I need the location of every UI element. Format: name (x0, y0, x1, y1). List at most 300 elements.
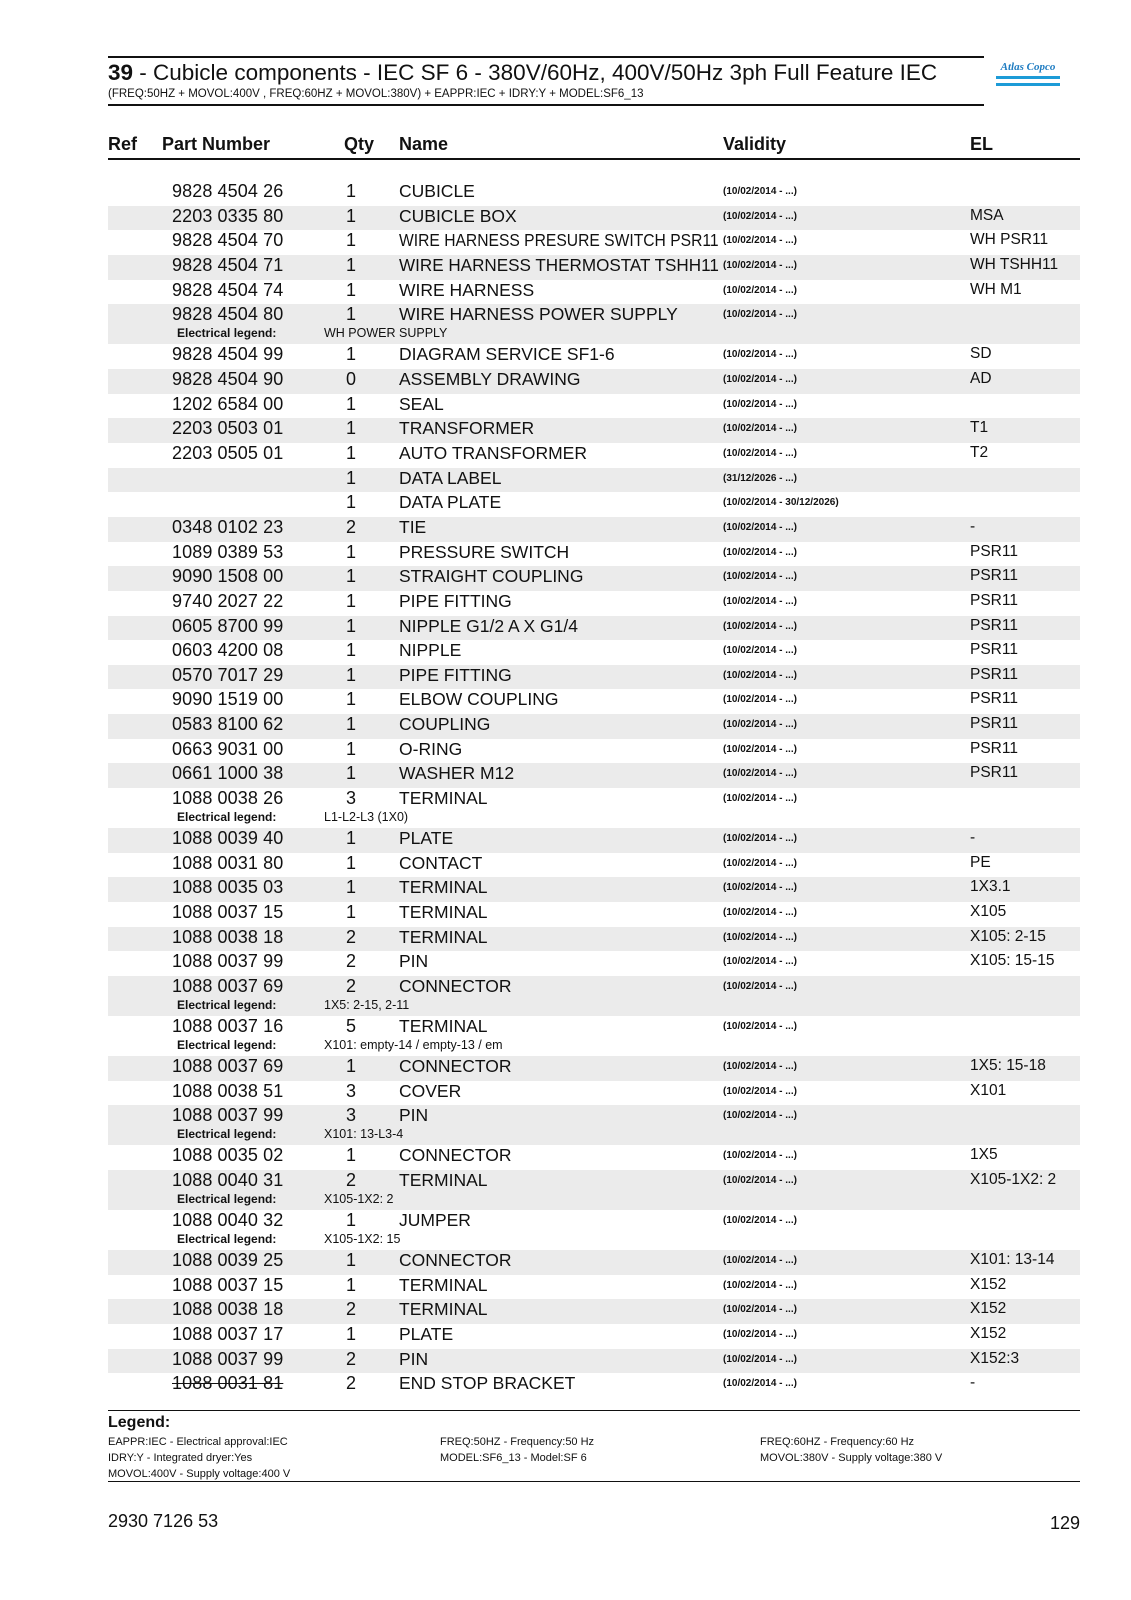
electrical-ref: PE (970, 853, 991, 871)
electrical-ref: AD (970, 369, 992, 387)
part-number: 1088 0038 18 (172, 926, 284, 947)
electrical-ref: X152:3 (970, 1349, 1020, 1367)
validity: (10/02/2014 - ...) (723, 1021, 797, 1033)
part-name: END STOP BRACKET (399, 1373, 576, 1394)
validity: (10/02/2014 - ...) (723, 284, 797, 296)
quantity: 1 (345, 442, 356, 463)
part-name: PLATE (399, 828, 454, 849)
part-name: WIRE HARNESS (399, 279, 535, 300)
quantity: 1 (345, 1250, 356, 1270)
validity: (10/02/2014 - ...) (723, 1255, 797, 1266)
part-number: 1088 0038 51 (172, 1080, 284, 1101)
header-top-rule (108, 56, 984, 58)
legend-column-2 (440, 1434, 594, 1466)
table-row (108, 877, 1080, 902)
table-row (108, 763, 1080, 788)
legend-entry: EAPPR:IEC - Electrical approval:IEC (108, 1436, 288, 1448)
electrical-ref: PSR11 (970, 542, 1018, 560)
part-name: TERMINAL (399, 1016, 488, 1037)
part-name: TERMINAL (399, 788, 488, 809)
quantity: 1 (345, 1056, 356, 1077)
validity: (10/02/2014 - ...) (723, 956, 797, 968)
electrical-ref: X152 (970, 1300, 1007, 1318)
validity: (10/02/2014 - ...) (723, 1175, 797, 1186)
quantity: 1 (345, 828, 356, 849)
electrical-ref: X105-1X2: 2 (970, 1171, 1057, 1188)
quantity: 1 (345, 304, 356, 325)
validity: (10/02/2014 - ...) (723, 907, 797, 919)
col-part-number: Part Number (162, 134, 271, 154)
table-row (108, 1056, 1080, 1081)
part-name: JUMPER (399, 1210, 471, 1230)
validity: (10/02/2014 - ...) (723, 694, 797, 706)
electrical-ref: PSR11 (970, 739, 1018, 757)
quantity: 1 (345, 877, 356, 898)
electrical-legend-value: X101: 13-L3-4 (324, 1127, 404, 1142)
part-number: 0348 0102 23 (172, 516, 284, 537)
col-qty: Qty (344, 134, 375, 154)
electrical-ref: X105: 2-15 (970, 927, 1046, 945)
table-row (108, 344, 1080, 369)
logo-bar-top (996, 76, 1060, 79)
validity: (10/02/2014 - ...) (723, 595, 797, 607)
validity: (10/02/2014 - ...) (723, 882, 797, 894)
quantity: 1 (345, 344, 356, 365)
electrical-legend-value: X105-1X2: 15 (324, 1232, 401, 1246)
part-name: TIE (399, 516, 427, 537)
electrical-ref: X105 (970, 903, 1007, 921)
quantity: 3 (345, 1105, 356, 1126)
quantity: 3 (345, 1080, 356, 1101)
part-name: TERMINAL (399, 877, 488, 898)
part-number: 9828 4504 70 (172, 230, 284, 251)
table-row (108, 468, 1080, 493)
quantity: 2 (345, 1348, 356, 1369)
validity: (10/02/2014 - ...) (723, 521, 797, 533)
part-name: COVER (399, 1080, 462, 1101)
table-row (108, 1145, 1080, 1170)
part-number: 9828 4504 26 (172, 181, 284, 201)
part-number: 1088 0037 16 (172, 1016, 284, 1037)
validity: (10/02/2014 - ...) (723, 447, 797, 459)
electrical-ref: PSR11 (970, 591, 1018, 609)
quantity: 1 (345, 541, 356, 562)
electrical-legend-value: X101: empty-14 / empty-13 / em (324, 1038, 503, 1053)
electrical-legend-label: Electrical legend: (177, 1038, 277, 1053)
quantity: 1 (345, 664, 356, 685)
table-row (108, 542, 1080, 567)
table-row (108, 927, 1080, 952)
table-row (108, 902, 1080, 927)
quantity: 1 (345, 1274, 356, 1295)
table-row (108, 1349, 1080, 1374)
electrical-ref: PSR11 (970, 690, 1018, 708)
table-row (108, 181, 1080, 206)
part-name: ELBOW COUPLING (399, 689, 559, 710)
validity: (10/02/2014 - ...) (723, 1215, 797, 1226)
part-name: COUPLING (399, 714, 491, 735)
validity: (10/02/2014 - ...) (723, 1150, 797, 1162)
validity: (10/02/2014 - ...) (723, 931, 797, 943)
quantity: 1 (345, 714, 356, 735)
part-name: DATA PLATE (399, 492, 502, 513)
table-row (108, 788, 1080, 828)
part-number: 0583 8100 62 (172, 714, 284, 735)
electrical-ref: WH PSR11 (970, 231, 1049, 249)
part-name: NIPPLE G1/2 A X G1/4 (399, 615, 578, 636)
table-row (108, 714, 1080, 739)
validity: (10/02/2014 - ...) (723, 235, 797, 247)
quantity: 1 (345, 615, 356, 636)
electrical-ref: X101 (970, 1081, 1007, 1099)
logo-text: Atlas Copco (1000, 61, 1056, 73)
part-number: 1088 0037 15 (172, 1274, 284, 1295)
page-subtitle: (FREQ:50HZ + MOVOL:400V , FREQ:60HZ + MOVOL:380V) + EAPPR:IEC + IDRY:Y + MODEL:SF6_13 (108, 88, 644, 100)
part-name: DATA LABEL (399, 467, 502, 488)
part-number: 1088 0038 26 (172, 788, 284, 809)
quantity: 1 (345, 689, 356, 710)
electrical-ref: 1X5: 15-18 (970, 1057, 1046, 1075)
table-row (108, 665, 1080, 690)
electrical-ref: - (970, 1374, 976, 1392)
table-row (108, 1275, 1080, 1300)
part-number: 0663 9031 00 (172, 738, 284, 759)
part-number: 1088 0039 25 (172, 1250, 284, 1270)
page-header (108, 56, 984, 106)
validity: (10/02/2014 - ...) (723, 309, 797, 321)
part-name: PIPE FITTING (399, 590, 512, 611)
quantity: 0 (345, 368, 356, 389)
quantity: 1 (345, 181, 356, 201)
table-row (108, 418, 1080, 443)
validity: (10/02/2014 - ...) (723, 1378, 797, 1390)
validity: (10/02/2014 - ...) (723, 398, 797, 410)
table-row (108, 1373, 1080, 1398)
table-row (108, 443, 1080, 468)
part-name: CONNECTOR (399, 1250, 512, 1270)
electrical-legend-value: WH POWER SUPPLY (324, 326, 448, 341)
legend-entry: IDRY:Y - Integrated dryer:Yes (108, 1452, 253, 1464)
electrical-ref: 1X3.1 (970, 878, 1011, 896)
part-number: 0603 4200 08 (172, 640, 284, 661)
quantity: 1 (345, 763, 356, 784)
validity: (10/02/2014 - ...) (723, 719, 797, 731)
col-name: Name (399, 134, 449, 154)
quantity: 2 (345, 926, 356, 947)
validity: (10/02/2014 - ...) (723, 857, 797, 869)
quantity: 1 (345, 205, 356, 226)
legend-bottom-rule (108, 1481, 1080, 1482)
quantity: 1 (345, 852, 356, 873)
col-ref: Ref (108, 134, 138, 154)
table-row (108, 1170, 1080, 1210)
part-name: PIN (399, 1105, 429, 1126)
legend-entry: FREQ:50HZ - Frequency:50 Hz (440, 1436, 595, 1448)
legend-entry: FREQ:60HZ - Frequency:60 Hz (760, 1436, 915, 1448)
legend-entry: MODEL:SF6_13 - Model:SF 6 (440, 1452, 587, 1464)
quantity: 1 (345, 590, 356, 611)
table-header (108, 132, 1080, 160)
electrical-ref: - (970, 829, 976, 847)
part-number: 1088 0037 99 (172, 1348, 284, 1369)
part-number: 1088 0040 31 (172, 1170, 284, 1190)
atlas-copco-logo (996, 60, 1060, 94)
part-name: PIN (399, 1348, 429, 1369)
electrical-legend-value: L1-L2-L3 (1X0) (324, 810, 409, 825)
part-number: 1088 0038 18 (172, 1299, 284, 1320)
part-number: 1088 0040 32 (172, 1210, 284, 1230)
electrical-ref: 1X5 (970, 1146, 998, 1164)
validity: (10/02/2014 - ...) (723, 743, 797, 755)
legend-section (108, 1410, 1080, 1484)
validity: (10/02/2014 - ...) (723, 571, 797, 583)
validity: (31/12/2026 - ...) (723, 472, 797, 484)
part-name: PRESSURE SWITCH (399, 541, 570, 562)
electrical-legend-value: 1X5: 2-15, 2-11 (324, 998, 410, 1013)
table-row (108, 1324, 1080, 1349)
part-number: 1088 0037 17 (172, 1323, 284, 1344)
electrical-ref: PSR11 (970, 641, 1018, 659)
legend-column-1 (108, 1434, 290, 1482)
part-number: 0661 1000 38 (172, 763, 284, 784)
legend-entry: MOVOL:380V - Supply voltage:380 V (760, 1452, 943, 1464)
electrical-ref: X101: 13-14 (970, 1251, 1055, 1268)
validity: (10/02/2014 - ...) (723, 1328, 797, 1340)
table-row (108, 1299, 1080, 1324)
part-number: 9828 4504 99 (172, 344, 284, 365)
part-number: 1088 0037 15 (172, 902, 284, 923)
validity: (10/02/2014 - ...) (723, 210, 797, 222)
col-validity: Validity (723, 134, 787, 154)
part-name: STRAIGHT COUPLING (399, 566, 584, 587)
part-name: TERMINAL (399, 1274, 488, 1295)
validity: (10/02/2014 - ...) (723, 1304, 797, 1316)
part-number: 2203 0503 01 (172, 418, 284, 439)
quantity: 1 (345, 1145, 356, 1166)
table-row (108, 1105, 1080, 1145)
part-number: 1088 0037 99 (172, 951, 284, 972)
part-number: 2203 0335 80 (172, 205, 284, 226)
table-row (108, 492, 1080, 517)
part-name: NIPPLE (399, 640, 462, 661)
validity: (10/02/2014 - ...) (723, 1110, 797, 1122)
quantity: 1 (345, 230, 356, 251)
part-number: 9740 2027 22 (172, 590, 284, 611)
validity: (10/02/2014 - ...) (723, 373, 797, 385)
part-name: WIRE HARNESS POWER SUPPLY (399, 304, 678, 325)
legend-title: Legend: (108, 1414, 171, 1431)
part-name: SEAL (399, 393, 444, 414)
part-name: CUBICLE (399, 181, 475, 201)
part-number: 1088 0037 69 (172, 976, 284, 997)
electrical-ref: WH M1 (970, 280, 1022, 298)
validity: (10/02/2014 - ...) (723, 620, 797, 632)
validity: (10/02/2014 - ...) (723, 186, 797, 197)
validity: (10/02/2014 - ...) (723, 645, 797, 657)
table-row (108, 517, 1080, 542)
validity: (10/02/2014 - ...) (723, 546, 797, 558)
table-row (108, 1250, 1080, 1275)
part-name: TRANSFORMER (399, 418, 535, 439)
table-row (108, 255, 1080, 280)
part-name: CONNECTOR (399, 1056, 512, 1077)
electrical-ref: X152 (970, 1324, 1007, 1342)
quantity: 1 (345, 1210, 356, 1230)
table-row (108, 1016, 1080, 1056)
parts-table (108, 181, 1080, 1398)
electrical-legend-label: Electrical legend: (177, 998, 277, 1013)
quantity: 1 (345, 738, 356, 759)
part-name: CONNECTOR (399, 976, 512, 997)
legend-columns (108, 1434, 1080, 1484)
table-row (108, 828, 1080, 853)
part-number: 1089 0389 53 (172, 541, 284, 562)
part-number: 1088 0039 40 (172, 828, 284, 849)
part-number: 0570 7017 29 (172, 664, 284, 685)
table-row (108, 230, 1080, 255)
quantity: 1 (345, 566, 356, 587)
electrical-legend-value: X105-1X2: 2 (324, 1192, 394, 1206)
part-number: 1088 0035 02 (172, 1145, 284, 1166)
part-name: TERMINAL (399, 926, 488, 947)
table-row (108, 206, 1080, 231)
electrical-ref: PSR11 (970, 616, 1018, 634)
table-row (108, 1081, 1080, 1106)
quantity: 1 (345, 393, 356, 414)
part-name: PLATE (399, 1323, 454, 1344)
part-name: AUTO TRANSFORMER (399, 442, 587, 463)
validity: (10/02/2014 - ...) (723, 833, 797, 845)
part-name: TERMINAL (399, 902, 488, 923)
quantity: 1 (345, 1323, 356, 1344)
electrical-legend-label: Electrical legend: (177, 1192, 277, 1206)
electrical-ref: PSR11 (970, 715, 1018, 733)
part-number: 9090 1508 00 (172, 566, 284, 587)
title-text: - Cubicle components - IEC SF 6 - 380V/60Hz, 400V/50Hz 3ph Full Feature IEC (133, 60, 938, 85)
quantity: 3 (345, 788, 356, 809)
part-number: 1088 0037 69 (172, 1056, 284, 1077)
part-name: TERMINAL (399, 1170, 488, 1190)
header-bottom-rule (108, 104, 984, 106)
validity: (10/02/2014 - 30/12/2026) (723, 497, 839, 509)
part-name: WIRE HARNESS PRESURE SWITCH PSR11 (399, 230, 719, 251)
part-name: PIN (399, 951, 429, 972)
quantity: 2 (345, 1299, 356, 1320)
validity: (10/02/2014 - ...) (723, 669, 797, 681)
table-row (108, 640, 1080, 665)
validity: (10/02/2014 - ...) (723, 349, 797, 361)
table-row (108, 853, 1080, 878)
document-number: 2930 7126 53 (108, 1511, 219, 1531)
table-row (108, 976, 1080, 1016)
col-el: EL (970, 134, 994, 154)
part-name: PIPE FITTING (399, 664, 512, 685)
table-row (108, 566, 1080, 591)
quantity: 1 (345, 467, 356, 488)
validity: (10/02/2014 - ...) (723, 423, 797, 435)
electrical-ref: PSR11 (970, 567, 1018, 585)
validity: (10/02/2014 - ...) (723, 1085, 797, 1097)
quantity: 2 (345, 1373, 356, 1394)
page-title (108, 60, 984, 86)
part-name: CONTACT (399, 852, 483, 873)
quantity: 2 (345, 976, 356, 997)
part-number: 9828 4504 74 (172, 279, 284, 300)
quantity: 5 (345, 1016, 356, 1037)
legend-column-3 (760, 1434, 942, 1466)
electrical-ref: PSR11 (970, 665, 1018, 683)
part-name: CONNECTOR (399, 1145, 512, 1166)
electrical-legend-label: Electrical legend: (177, 326, 277, 341)
quantity: 2 (345, 516, 356, 537)
electrical-ref: X105: 15-15 (970, 952, 1055, 970)
quantity: 1 (345, 640, 356, 661)
validity: (10/02/2014 - ...) (723, 1279, 797, 1291)
quantity: 1 (345, 492, 356, 513)
quantity: 1 (345, 279, 356, 300)
validity: (10/02/2014 - ...) (723, 793, 797, 805)
part-number: 9828 4504 90 (172, 368, 284, 389)
table-row (108, 689, 1080, 714)
logo-bar-bottom (996, 83, 1060, 86)
table-row (108, 591, 1080, 616)
page-number: 129 (1049, 1513, 1080, 1533)
validity: (10/02/2014 - ...) (723, 1061, 797, 1073)
table-row (108, 1210, 1080, 1250)
table-row (108, 280, 1080, 305)
validity: (10/02/2014 - ...) (723, 981, 797, 993)
quantity: 1 (345, 902, 356, 923)
quantity: 1 (345, 418, 356, 439)
quantity: 1 (345, 254, 356, 275)
part-name: ASSEMBLY DRAWING (399, 368, 581, 389)
part-number: 1088 0031 80 (172, 852, 284, 873)
quantity: 2 (345, 1170, 356, 1190)
part-name: DIAGRAM SERVICE SF1-6 (399, 344, 615, 365)
electrical-ref: - (970, 517, 976, 535)
part-number: 0605 8700 99 (172, 615, 284, 636)
table-row (108, 616, 1080, 641)
part-number: 9828 4504 71 (172, 254, 284, 275)
part-number: 1202 6584 00 (172, 393, 284, 414)
electrical-legend-label: Electrical legend: (177, 1232, 277, 1246)
part-number: 1088 0037 99 (172, 1105, 284, 1126)
electrical-legend-label: Electrical legend: (177, 1127, 277, 1142)
table-row (108, 369, 1080, 394)
part-number: 1088 0035 03 (172, 877, 284, 898)
electrical-legend-label: Electrical legend: (177, 810, 277, 825)
validity: (10/02/2014 - ...) (723, 768, 797, 780)
part-name: TERMINAL (399, 1299, 488, 1320)
section-number: 39 (108, 60, 134, 85)
part-name: CUBICLE BOX (399, 205, 517, 226)
part-name: WASHER M12 (399, 763, 515, 784)
electrical-ref: SD (970, 345, 992, 363)
table-row (108, 739, 1080, 764)
electrical-ref: MSA (970, 206, 1004, 224)
quantity: 2 (345, 951, 356, 972)
part-number: 9090 1519 00 (172, 689, 284, 710)
electrical-ref: T1 (970, 419, 989, 437)
part-name: O-RING (399, 738, 463, 759)
validity: (10/02/2014 - ...) (723, 1353, 797, 1365)
electrical-ref: WH TSHH11 (970, 255, 1059, 273)
part-number: 2203 0505 01 (172, 442, 284, 463)
table-row (108, 394, 1080, 419)
electrical-ref: X152 (970, 1275, 1007, 1293)
legend-entry: MOVOL:400V - Supply voltage:400 V (108, 1468, 291, 1480)
electrical-ref: PSR11 (970, 764, 1018, 782)
